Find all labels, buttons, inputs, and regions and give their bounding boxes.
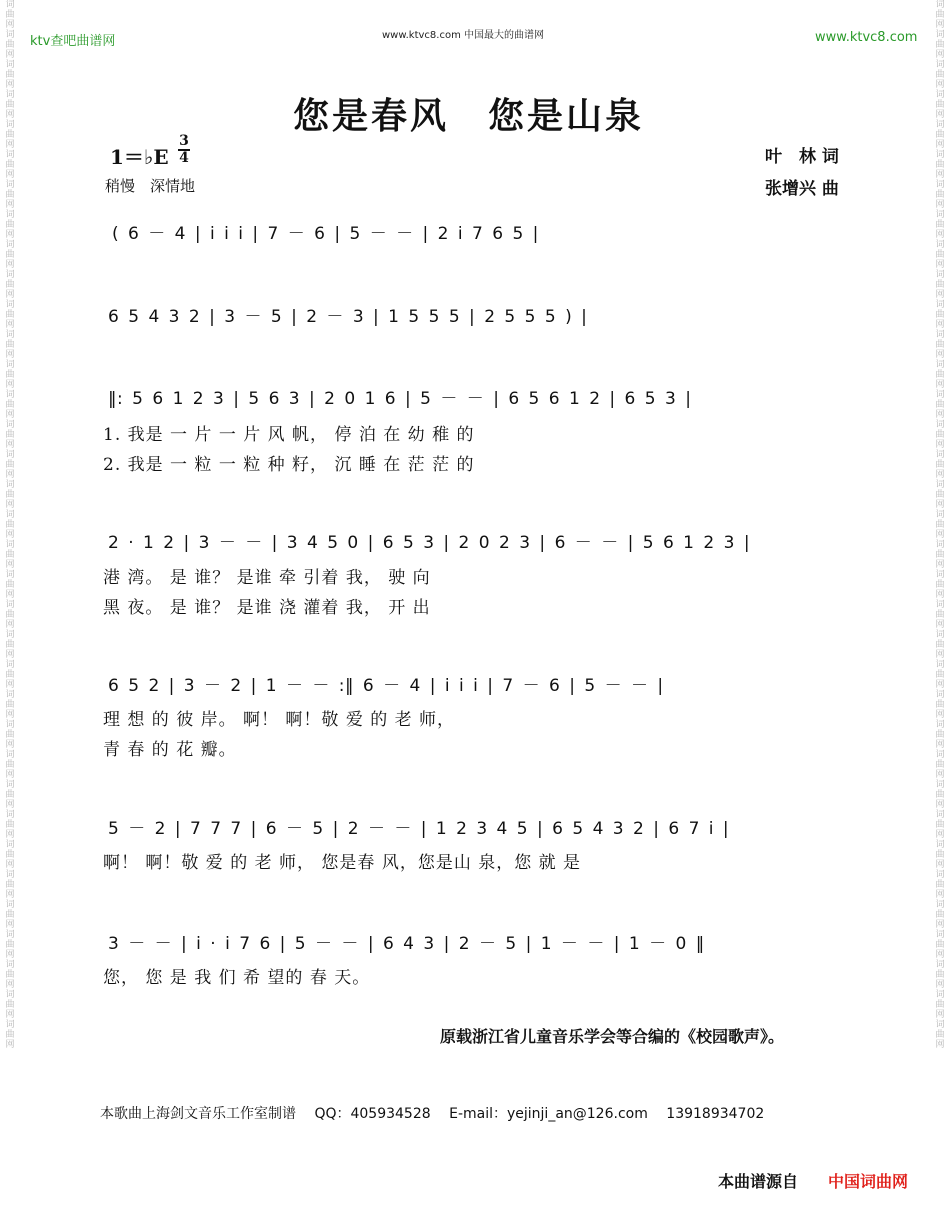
song-title: 您是春风 您是山泉: [293, 95, 645, 137]
tempo-marking: 稍慢 深情地: [105, 177, 196, 195]
composer-credit: 张增兴 曲: [765, 179, 839, 199]
score-line-6-notes: 5 － 2 | 7 7 7 | 6 － 5 | 2 － － | 1 2 3 4 5 | 6 5 4 3 2 | 6 7 i |: [108, 819, 730, 839]
left-watermark: 词曲网词曲网词曲网词曲网词曲网词曲网词曲网词曲网词曲网词曲网词曲网词曲网词曲网词曲网词曲网词曲网词曲网词曲网词曲网词曲网词曲网词曲网词曲网词曲网词曲网词曲网词曲网词曲网词曲网词曲网词曲网词曲网词曲网词曲网词曲网: [5, 0, 15, 1050]
header-right-site[interactable]: www.ktvc8.com: [815, 30, 918, 45]
credit-site-link[interactable]: 中国词曲网: [828, 1172, 909, 1191]
score-line-7-lyrics-1: 您， 您 是 我 们 希 望的 春 天。: [103, 968, 371, 988]
credit-prefix: 本曲谱源自: [718, 1172, 799, 1191]
score-line-6-lyrics-1: 啊！ 啊！敬 爱 的 老 师， 您是春 风，您是山 泉，您 就 是: [103, 853, 582, 873]
key-signature: 1＝♭E: [110, 145, 169, 169]
source-note: 原载浙江省儿童音乐学会等合编的《校园歌声》。: [440, 1027, 785, 1046]
score-line-3-notes: ‖: 5 6 1 2 3 | 5 6 3 | 2 0 1 6 | 5 － － | 6 5 6 1 2 | 6 5 3 |: [108, 389, 692, 409]
score-line-3-lyrics-2: 2. 我是 一 粒 一 粒 种 籽， 沉 睡 在 茫 茫 的: [103, 455, 475, 475]
score-line-2-notes: 6 5 4 3 2 | 3 － 5 | 2 － 3 | 1 5 5 5 | 2 5 5 5 ) |: [108, 307, 588, 327]
footer-info: 本歌曲上海剑文音乐工作室制谱 QQ：405934528 E-mail：yejinji_an@126.com 13918934702: [100, 1106, 765, 1122]
score-line-7-notes: 3 － － | i · i 7 6 | 5 － － | 6 4 3 | 2 － 5 | 1 － － | 1 － 0 ‖: [108, 934, 705, 954]
score-line-4-lyrics-2: 黑 夜。 是 谁？ 是谁 浇 灌着 我， 开 出: [103, 598, 431, 618]
score-line-5-lyrics-2: 青 春 的 花 瓣。: [103, 740, 237, 760]
score-line-3-lyrics-1: 1. 我是 一 片 一 片 风 帆， 停 泊 在 幼 稚 的: [103, 425, 475, 445]
score-line-1-notes: ( 6 － 4 | i i i | 7 － 6 | 5 － － | 2 i 7 6 5 |: [112, 224, 539, 244]
score-line-5-lyrics-1: 理 想 的 彼 岸。 啊！ 啊！敬 爱 的 老 师，: [103, 710, 456, 730]
time-signature-top: 3: [179, 133, 189, 149]
score-line-4-notes: 2 · 1 2 | 3 － － | 3 4 5 0 | 6 5 3 | 2 0 2 3 | 6 － － | 5 6 1 2 3 |: [108, 533, 751, 553]
header-left-site[interactable]: ktv查吧曲谱网: [30, 34, 116, 49]
right-watermark: 词曲网词曲网词曲网词曲网词曲网词曲网词曲网词曲网词曲网词曲网词曲网词曲网词曲网词曲网词曲网词曲网词曲网词曲网词曲网词曲网词曲网词曲网词曲网词曲网词曲网词曲网词曲网词曲网词曲网词曲网词曲网词曲网词曲网词曲网词曲网: [935, 0, 945, 1050]
score-line-4-lyrics-1: 港 湾。 是 谁？ 是谁 牵 引着 我， 驶 向: [103, 568, 431, 588]
lyricist-credit: 叶 林 词: [765, 147, 839, 167]
header-center-site[interactable]: www.ktvc8.com 中国最大的曲谱网: [382, 30, 545, 41]
score-line-5-notes: 6 5 2 | 3 － 2 | 1 － － :‖ 6 － 4 | i i i | 7 － 6 | 5 － － |: [108, 676, 664, 696]
time-signature-bottom: 4: [179, 150, 189, 166]
